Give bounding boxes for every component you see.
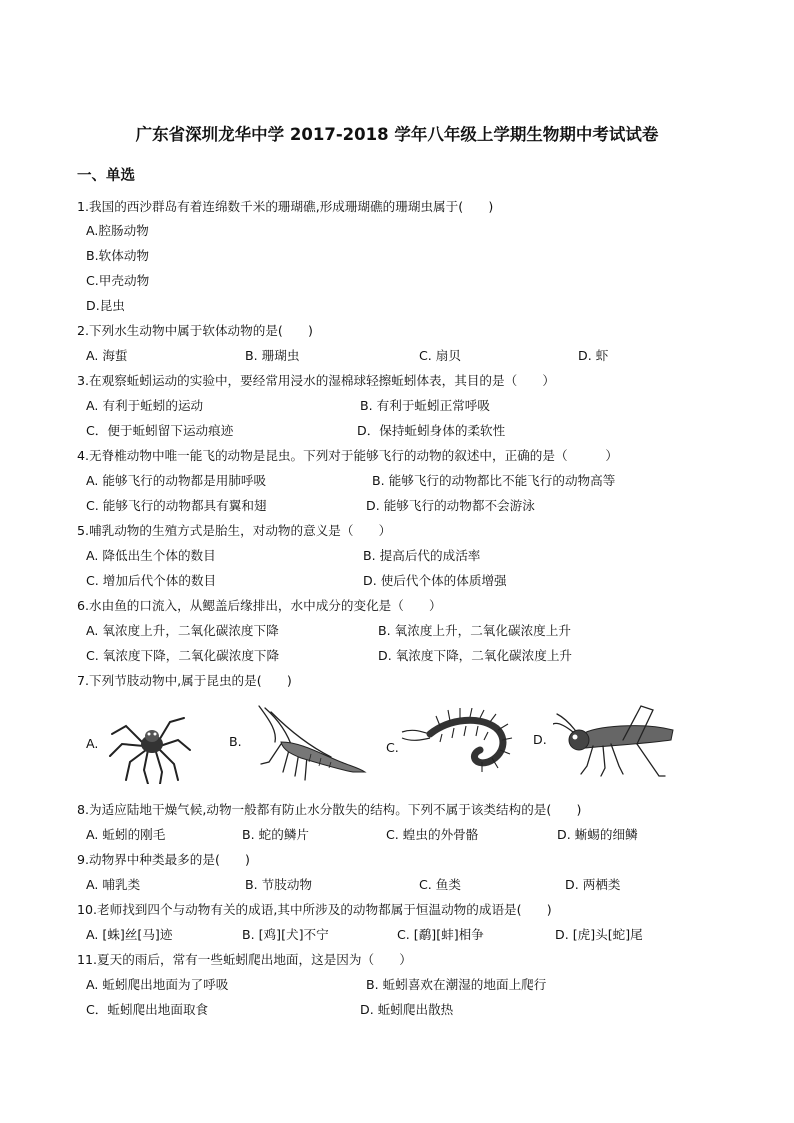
option-a: A. 海蜇 <box>86 348 128 363</box>
grasshopper-icon <box>553 700 681 784</box>
option-label: D. <box>533 732 547 747</box>
option-label: B. <box>229 734 242 749</box>
option-a: A. 有利于蚯蚓的运动 <box>86 398 204 413</box>
option-c: C. 氧浓度下降，二氧化碳浓度下降 <box>86 648 280 663</box>
shrimp-icon <box>241 702 367 784</box>
option-d: D. 能够飞行的动物都不会游泳 <box>366 498 535 513</box>
option-b: B. 能够飞行的动物都比不能飞行的动物高等 <box>372 473 616 488</box>
question-stem: 8.为适应陆地干燥气候,动物一般都有防止水分散失的结构。下列不属于该类结构的是( ) <box>77 802 582 817</box>
option-d: D. 氧浓度下降，二氧化碳浓度上升 <box>378 648 573 663</box>
question-stem: 9.动物界中种类最多的是( ) <box>77 852 250 867</box>
page-title: 广东省深圳龙华中学 2017-2018 学年八年级上学期生物期中考试试卷 <box>135 125 659 144</box>
option-d: D. 两栖类 <box>565 877 621 892</box>
option-d <box>533 700 683 784</box>
option-d: D. [虎]头[蛇]尾 <box>555 927 643 942</box>
option-b <box>229 702 369 784</box>
option-a: A. 蚯蚓的刚毛 <box>86 827 166 842</box>
question-stem: 2.下列水生动物中属于软体动物的是( ) <box>77 323 313 338</box>
option-b: B. 蚯蚓喜欢在潮湿的地面上爬行 <box>366 977 547 992</box>
question-stem: 10.老师找到四个与动物有关的成语,其中所涉及的动物都属于恒温动物的成语是( ) <box>77 902 552 917</box>
option-a: A. 蚯蚓爬出地面为了呼吸 <box>86 977 229 992</box>
option-c: C．蚯蚓爬出地面取食 <box>86 1002 209 1017</box>
option-b: B. 有利于蚯蚓正常呼吸 <box>360 398 490 413</box>
option-c: C. 扇贝 <box>419 348 461 363</box>
spider-icon <box>104 704 194 784</box>
option-c: C. 蝗虫的外骨骼 <box>386 827 479 842</box>
question-stem: 6.水由鱼的口流入，从鳃盖后缘排出，水中成分的变化是（ ） <box>77 598 442 613</box>
option-c: C. 鱼类 <box>419 877 461 892</box>
question-stem: 5.哺乳动物的生殖方式是胎生，对动物的意义是（ ） <box>77 523 392 538</box>
option-d: D. 蚯蚓爬出散热 <box>360 1002 454 1017</box>
option-b: B. 蛇的鳞片 <box>242 827 310 842</box>
option-c <box>386 708 516 782</box>
option-d: D.昆虫 <box>86 298 125 313</box>
option-c: C. 能够飞行的动物都具有翼和翅 <box>86 498 267 513</box>
centipede-icon <box>400 708 515 774</box>
option-b: B. 珊瑚虫 <box>245 348 300 363</box>
option-b: B. 氧浓度上升，二氧化碳浓度上升 <box>378 623 571 638</box>
question-stem: 7.下列节肢动物中,属于昆虫的是( ) <box>77 673 292 688</box>
option-a: A. 能够飞行的动物都是用肺呼吸 <box>86 473 267 488</box>
question-stem: 1.我国的西沙群岛有着连绵数千米的珊瑚礁,形成珊瑚礁的珊瑚虫属于( ) <box>77 199 494 214</box>
option-label: C. <box>386 740 399 755</box>
option-b: B. [鸡][犬]不宁 <box>242 927 329 942</box>
option-d: D．保持蚯蚓身体的柔软性 <box>357 423 506 438</box>
option-label: A. <box>86 736 99 751</box>
option-a <box>86 704 206 784</box>
option-c: C. 增加后代个体的数目 <box>86 573 217 588</box>
option-d: D. 蜥蜴的细鳞 <box>557 827 638 842</box>
option-b: B. 节肢动物 <box>245 877 313 892</box>
option-c: C. [鹬][蚌]相争 <box>397 927 484 942</box>
option-b: B.软体动物 <box>86 248 150 263</box>
question-stem: 3.在观察蚯蚓运动的实验中，要经常用浸水的湿棉球轻擦蚯蚓体表，其目的是（ ） <box>77 373 555 388</box>
option-d: D. 虾 <box>578 348 609 363</box>
option-a: A. 哺乳类 <box>86 877 141 892</box>
option-c: C．便于蚯蚓留下运动痕迹 <box>86 423 234 438</box>
option-b: B. 提高后代的成活率 <box>363 548 481 563</box>
question-stem: 11.夏天的雨后，常有一些蚯蚓爬出地面，这是因为（ ） <box>77 952 412 967</box>
option-a: A. 氧浓度上升，二氧化碳浓度下降 <box>86 623 279 638</box>
option-c: C.甲壳动物 <box>86 273 150 288</box>
section-heading: 一、单选 <box>77 168 135 184</box>
option-a: A. 降低出生个体的数目 <box>86 548 216 563</box>
option-d: D. 使后代个体的体质增强 <box>363 573 507 588</box>
question-stem: 4.无脊椎动物中唯一能飞的动物是昆虫。下列对于能够飞行的动物的叙述中，正确的是（ ） <box>77 448 618 463</box>
option-a: A.腔肠动物 <box>86 223 149 238</box>
option-a: A. [蛛]丝[马]迹 <box>86 927 173 942</box>
